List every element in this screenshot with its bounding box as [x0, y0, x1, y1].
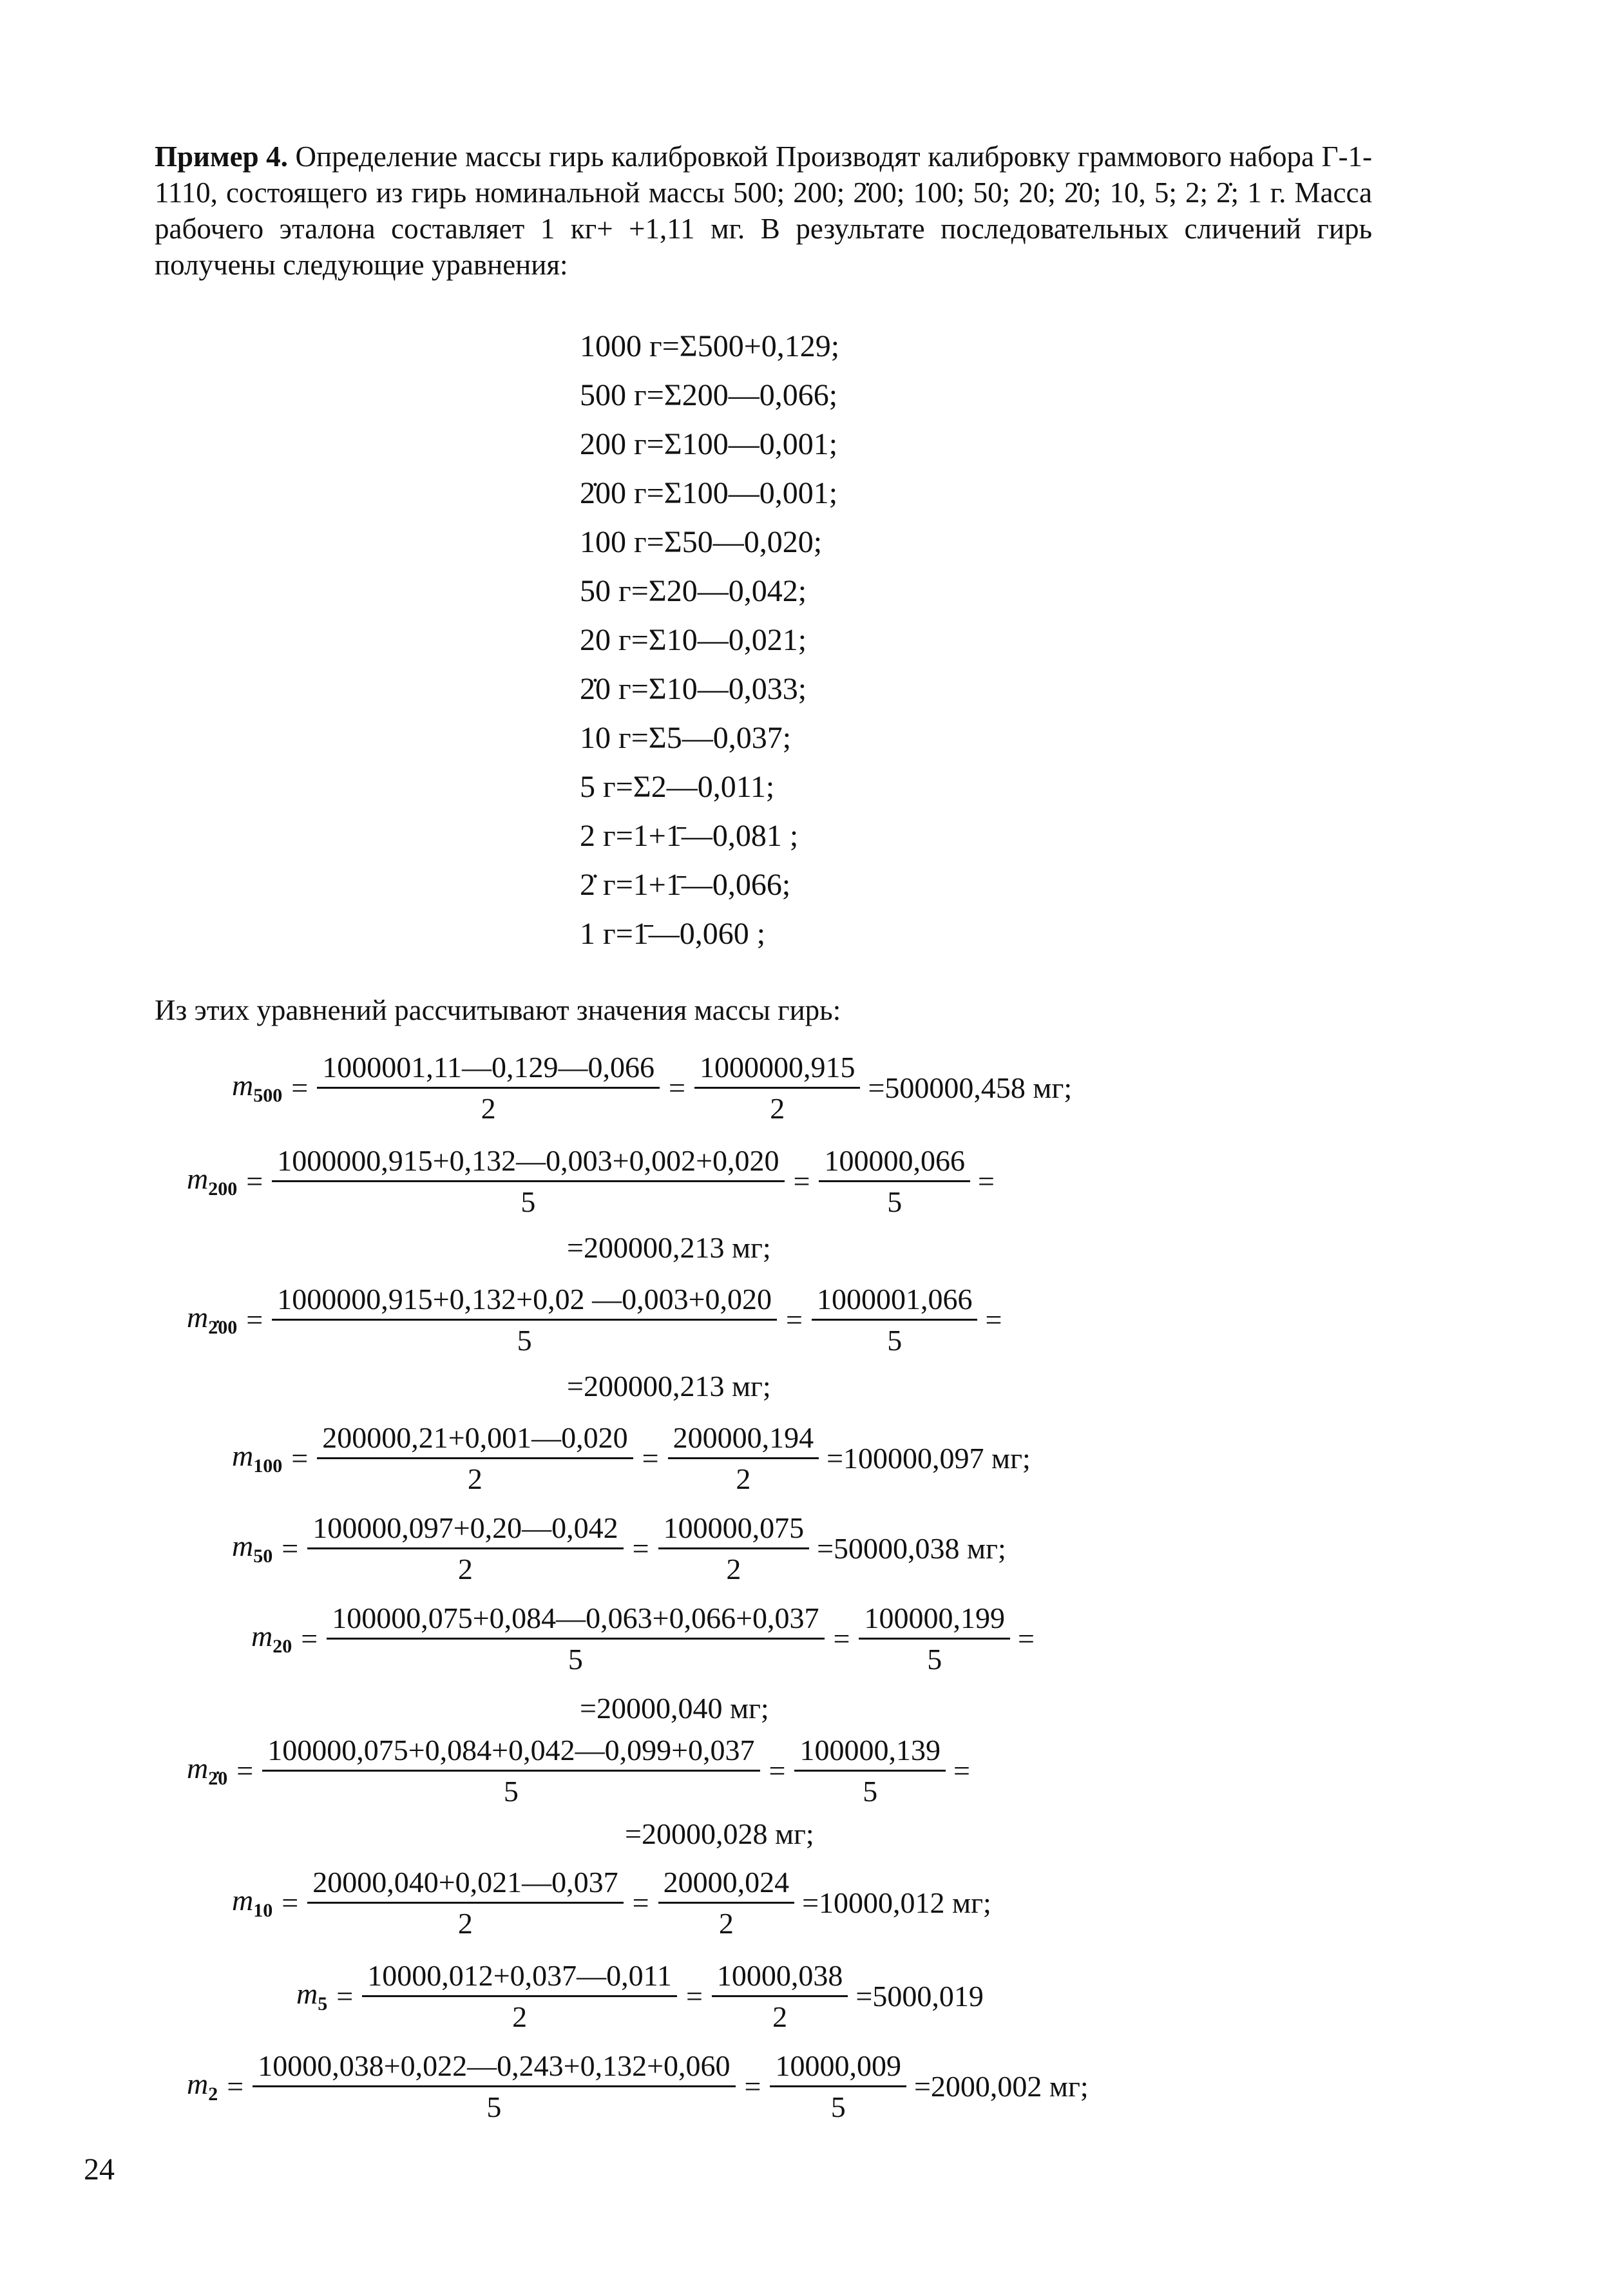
- denominator: 5: [830, 2091, 846, 2123]
- fraction: [317, 1050, 660, 1125]
- mass-variable: $m_{2̇00}$: [187, 1301, 238, 1339]
- formula-continuation: =20000,028 мг;: [625, 1817, 814, 1850]
- example-lead: Пример 4.: [155, 140, 288, 173]
- fraction: [262, 1733, 759, 1808]
- equals-sign: =: [685, 1980, 703, 2013]
- fraction: [794, 1733, 946, 1808]
- numerator: 100000,097+0,20—0,042: [307, 1511, 623, 1549]
- fraction: [327, 1601, 824, 1676]
- formula-m20: [251, 1601, 1035, 1676]
- denominator: 2: [772, 2000, 788, 2033]
- fraction: [272, 1144, 784, 1219]
- denominator: 2: [770, 1092, 785, 1125]
- numerator: 20000,040+0,021—0,037: [307, 1865, 623, 1904]
- equation-line: 10 г=Σ5—0,037;: [580, 721, 792, 755]
- numerator: 1000001,11—0,129—0,066: [317, 1050, 660, 1089]
- equals-sign: =: [246, 1303, 263, 1336]
- equals-sign: =: [632, 1532, 649, 1565]
- numerator: 1000001,066: [812, 1282, 978, 1321]
- formula-result: =: [977, 1165, 995, 1198]
- example-text: Определение массы гирь калибровкой Производят калибровку граммового набора Г-1-1110, состоящего из гирь номинальной массы 500; 200; 2̇00; 100; 50; 20; 2̇0; 10, 5; 2; 2̇; 1 г. Масса рабочего эталона составляет 1 кг+ +1,11 мг. В результате последовательных сличений гирь получены следующие уравнения:: [155, 140, 1373, 281]
- numerator: 100000,139: [794, 1733, 946, 1772]
- formula-m200: [187, 1144, 995, 1219]
- formula-result: =50000,038 мг;: [817, 1532, 1006, 1565]
- equals-sign: =: [336, 1980, 354, 2013]
- numerator: 1000000,915+0,132—0,003+0,002+0,020: [272, 1144, 784, 1182]
- equals-sign: =: [769, 1754, 786, 1787]
- page-number: 24: [84, 2152, 115, 2187]
- denominator: 2: [718, 1907, 734, 1940]
- equals-sign: =: [642, 1442, 659, 1475]
- fraction: [362, 1958, 677, 2034]
- equals-sign: =: [668, 1071, 685, 1104]
- fraction: [712, 1958, 848, 2034]
- equals-sign: =: [282, 1532, 299, 1565]
- fraction: [253, 2049, 735, 2124]
- mass-variable: $m_{20}$: [251, 1620, 292, 1658]
- formula-m500: [232, 1050, 1072, 1125]
- formula-result: =10000,012 мг;: [802, 1886, 991, 1919]
- denominator: 2: [481, 1092, 496, 1125]
- equals-sign: =: [291, 1442, 309, 1475]
- denominator: 5: [927, 1643, 942, 1676]
- numerator: 10000,038+0,022—0,243+0,132+0,060: [253, 2049, 735, 2087]
- equation-line: 100 г=Σ50—0,020;: [580, 525, 823, 559]
- mass-variable: $m_2$: [187, 2067, 218, 2105]
- fraction: [694, 1050, 861, 1125]
- denominator: 2: [457, 1553, 473, 1585]
- numerator: 100000,066: [819, 1144, 970, 1182]
- fraction: [307, 1511, 623, 1586]
- formula-m50: [232, 1511, 1006, 1586]
- equals-sign: =: [833, 1622, 850, 1655]
- formula-m100: [232, 1421, 1031, 1496]
- equals-sign: =: [301, 1622, 318, 1655]
- denominator: 5: [486, 2091, 502, 2123]
- formula-m2: [187, 2049, 1089, 2124]
- equation-line: 2̇ г=1+1̄—0,066;: [580, 868, 791, 902]
- equation-line: 1 г=1̄—0,060 ;: [580, 917, 766, 951]
- numerator: 100000,075: [658, 1511, 810, 1549]
- numerator: 1000000,915+0,132+0,02 —0,003+0,020: [272, 1282, 777, 1321]
- formula-continuation: =200000,213 мг;: [567, 1231, 771, 1264]
- numerator: 100000,075+0,084—0,063+0,066+0,037: [327, 1601, 824, 1640]
- formula-m5: [296, 1958, 984, 2034]
- numerator: 10000,009: [770, 2049, 906, 2087]
- denominator: 5: [517, 1324, 532, 1357]
- denominator: 5: [887, 1185, 903, 1218]
- denominator: 5: [568, 1643, 583, 1676]
- formula-result: =: [985, 1303, 1002, 1336]
- mass-variable: $m_{200}$: [187, 1162, 238, 1200]
- fraction: [668, 1421, 819, 1496]
- numerator: 100000,075+0,084+0,042—0,099+0,037: [262, 1733, 759, 1772]
- equation-line: 1000 г=Σ500+0,129;: [580, 329, 840, 363]
- calculation-intro: Из этих уравнений рассчитывают значения массы гирь:: [155, 994, 841, 1026]
- mass-variable: $m_{50}$: [232, 1529, 273, 1567]
- formula-continuation: =200000,213 мг;: [567, 1370, 771, 1402]
- equation-line: 2̇0 г=Σ10—0,033;: [580, 672, 807, 706]
- numerator: 10000,038: [712, 1958, 848, 1997]
- equals-sign: =: [793, 1165, 810, 1198]
- equals-sign: =: [236, 1754, 254, 1787]
- denominator: 5: [887, 1324, 903, 1357]
- comparison-equations: [580, 322, 839, 959]
- denominator: 5: [503, 1775, 519, 1808]
- equals-sign: =: [744, 2070, 761, 2103]
- fraction: [812, 1282, 978, 1357]
- mass-variable: $m_{500}$: [232, 1069, 283, 1107]
- denominator: 5: [521, 1185, 536, 1218]
- equals-sign: =: [246, 1165, 263, 1198]
- fraction: [272, 1282, 777, 1357]
- denominator: 2: [457, 1907, 473, 1940]
- equals-sign: =: [632, 1886, 649, 1919]
- numerator: 10000,012+0,037—0,011: [362, 1958, 677, 1997]
- equals-sign: =: [786, 1303, 803, 1336]
- equation-line: 50 г=Σ20—0,042;: [580, 574, 807, 608]
- mass-variable: $m_{10}$: [232, 1884, 273, 1922]
- denominator: 2: [467, 1462, 482, 1495]
- denominator: 2: [726, 1553, 741, 1585]
- fraction: [307, 1865, 623, 1940]
- formula-result: =100000,097 мг;: [826, 1442, 1031, 1475]
- numerator: 20000,024: [658, 1865, 795, 1904]
- fraction: [317, 1421, 633, 1496]
- equation-line: 20 г=Σ10—0,021;: [580, 623, 807, 657]
- equation-line: 5 г=Σ2—0,011;: [580, 770, 775, 804]
- formula-result: =500000,458 мг;: [868, 1071, 1073, 1104]
- formula-result: =: [1017, 1622, 1035, 1655]
- denominator: 2: [512, 2000, 528, 2033]
- formula-m20-dot: [187, 1733, 970, 1808]
- numerator: 100000,199: [859, 1601, 1010, 1640]
- equals-sign: =: [227, 2070, 244, 2103]
- fraction: [770, 2049, 906, 2124]
- example-paragraph: [155, 139, 1372, 283]
- equals-sign: =: [291, 1071, 309, 1104]
- fraction: [658, 1865, 795, 1940]
- formula-result: =: [953, 1754, 970, 1787]
- formula-m200-dot: [187, 1282, 1002, 1357]
- numerator: 200000,194: [668, 1421, 819, 1459]
- equation-line: 2̇00 г=Σ100—0,001;: [580, 476, 838, 510]
- formula-result: =5000,019: [855, 1980, 984, 2013]
- formula-m10: [232, 1865, 991, 1940]
- formula-result: =2000,002 мг;: [913, 2070, 1089, 2103]
- equals-sign: =: [282, 1886, 299, 1919]
- equation-line: 500 г=Σ200—0,066;: [580, 378, 838, 412]
- mass-variable: $m_{100}$: [232, 1439, 283, 1477]
- equation-line: 200 г=Σ100—0,001;: [580, 427, 838, 461]
- mass-variable: $m_5$: [296, 1977, 328, 2015]
- fraction: [819, 1144, 970, 1219]
- denominator: 5: [863, 1775, 878, 1808]
- numerator: 200000,21+0,001—0,020: [317, 1421, 633, 1459]
- numerator: 1000000,915: [694, 1050, 861, 1089]
- fraction: [859, 1601, 1010, 1676]
- equation-line: 2 г=1+1̄—0,081 ;: [580, 819, 799, 853]
- denominator: 2: [736, 1462, 751, 1495]
- fraction: [658, 1511, 810, 1586]
- mass-variable: $m_{2̇0}$: [187, 1752, 228, 1790]
- formula-continuation: =20000,040 мг;: [580, 1692, 769, 1725]
